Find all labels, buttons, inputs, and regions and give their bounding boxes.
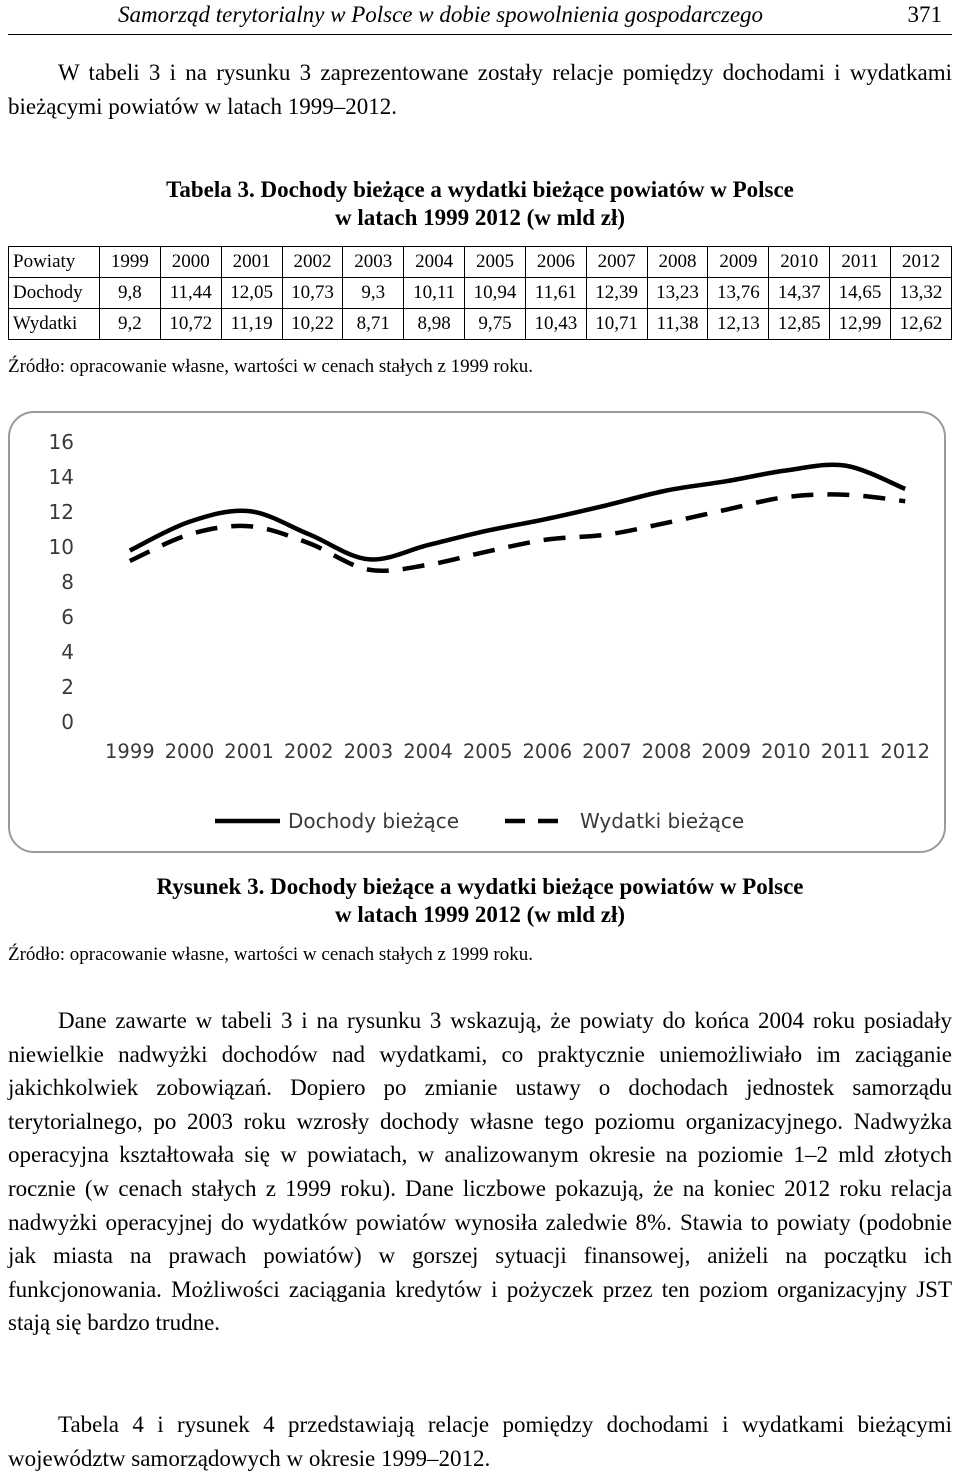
table-header-cell: 2002 (282, 247, 343, 278)
table-cell: 12,62 (890, 309, 951, 340)
y-tick-label: 0 (61, 710, 74, 734)
legend-label-wydatki: Wydatki bieżące (580, 809, 745, 833)
table-header-cell: 2001 (221, 247, 282, 278)
x-tick-label: 2010 (761, 740, 811, 763)
table-cell: 8,98 (404, 309, 465, 340)
data-point (903, 486, 908, 491)
x-tick-label: 2007 (582, 740, 632, 763)
table-cell: 13,76 (708, 278, 769, 309)
body-paragraph-1: Dane zawarte w tabeli 3 i na rysunku 3 wskazują, że powiaty do końca 2004 roku posiadały niewielkie nadwyżki dochodów nad wydatkami, co praktycznie uniemożliwiało im zaciąganie jakichkolwiek zobowiązań. Dopiero po zmianie ustawy o dochodach jednostek samorządu terytorialnego, po 2003 roku wzrosły dochody własne tego poziomu organizacyjnego. Nadwyżka operacyjna kształtowała się w powiatach, w analizowanym okresie na poziomie 1–2 mld złotych rocznie (w cenach stałych z 1999 roku). Dane liczbowe pokazują, że na koniec 2012 roku relacja nadwyżki operacyjnej do wydatków powiatów wynosiła zaledwie 8%. Stawia to powiaty (podobnie jak miasta na prawach powiatów) w gorszej sytuacji finansowej, aniżeli na początku ich funkcjonowania. Możliwości zaciągania kredytów i pożyczek przez ten poziom organizacyjny JST stają się bardzo trudne. (8, 1008, 952, 1336)
table-cell: 10,71 (586, 309, 647, 340)
data-point (545, 537, 550, 542)
y-tick-label: 14 (48, 465, 74, 489)
data-point (664, 520, 669, 525)
running-header (8, 0, 952, 35)
table-header-cell: 2007 (586, 247, 647, 278)
table-cell: 12,05 (221, 278, 282, 309)
data-point (724, 479, 729, 484)
table-cell: 11,44 (160, 278, 221, 309)
data-point (664, 488, 669, 493)
running-title: Samorząd terytorialny w Polsce w dobie spowolnienia gospodarczego (118, 2, 764, 27)
table-caption-line1: Tabela 3. Dochody bieżące a wydatki bieżące powiatów w Polsce (166, 177, 794, 202)
x-tick-label: 2004 (403, 740, 453, 763)
table-cell: 12,39 (586, 278, 647, 309)
table-cell: 13,23 (647, 278, 708, 309)
data-point (187, 532, 192, 537)
data-point (127, 559, 132, 564)
page-number: 371 (907, 2, 942, 27)
x-tick-label: 2000 (164, 740, 215, 763)
data-point (605, 532, 610, 537)
y-tick-label: 16 (48, 430, 74, 454)
legend-label-dochody: Dochody bieżące (288, 809, 460, 833)
table-header-cell: 2009 (708, 247, 769, 278)
table-header-cell: 2005 (465, 247, 526, 278)
line-chart (0, 411, 960, 856)
figure-caption-line2: w latach 1999 2012 (w mld zł) (334, 902, 626, 927)
x-tick-label: 2005 (462, 740, 513, 763)
data-point (843, 492, 848, 497)
series-line-wydatki (130, 494, 905, 570)
table-header-cell: 2011 (830, 247, 891, 278)
table-cell: 9,75 (465, 309, 526, 340)
data-point (366, 567, 371, 572)
table-cell: 11,19 (221, 309, 282, 340)
data-point (545, 516, 550, 521)
y-tick-label: 12 (48, 500, 74, 524)
figure-source: Źródło: opracowanie własne, wartości w cenach stałych z 1999 roku. (8, 944, 533, 965)
data-table (8, 246, 952, 340)
table-source: Źródło: opracowanie własne, wartości w cenach stałych z 1999 roku. (8, 356, 533, 377)
data-point (605, 503, 610, 508)
table-header-cell: 2000 (160, 247, 221, 278)
table-header-cell: 1999 (100, 247, 161, 278)
x-tick-label: 1999 (105, 740, 155, 763)
table-cell: 10,73 (282, 278, 343, 309)
y-tick-label: 2 (61, 675, 74, 699)
table-cell: 9,3 (343, 278, 404, 309)
x-tick-label: 2008 (641, 740, 692, 763)
table-row (9, 309, 952, 340)
table-cell: 8,71 (343, 309, 404, 340)
x-tick-label: 2011 (820, 740, 871, 763)
table-cell: 9,2 (100, 309, 161, 340)
y-tick-label: 4 (61, 640, 74, 664)
x-tick-label: 2002 (283, 740, 334, 763)
table-row-label: Dochody (9, 278, 100, 309)
data-point (366, 557, 371, 562)
table-cell: 10,22 (282, 309, 343, 340)
table-cell: 12,85 (769, 309, 830, 340)
table-row-label: Wydatki (9, 309, 100, 340)
data-point (485, 549, 490, 554)
table-cell: 14,65 (830, 278, 891, 309)
y-tick-label: 6 (61, 605, 74, 629)
table-cell: 11,38 (647, 309, 708, 340)
table-header-cell: 2012 (890, 247, 951, 278)
table-header-cell: 2010 (769, 247, 830, 278)
data-point (306, 532, 311, 537)
y-tick-label: 8 (61, 570, 74, 594)
intro-paragraph: W tabeli 3 i na rysunku 3 zaprezentowane zostały relacje pomiędzy dochodami i wydatkami bieżącymi powiatów w latach 1999–2012. (8, 60, 952, 119)
x-tick-label: 2003 (343, 740, 394, 763)
data-point (247, 524, 252, 529)
table-cell: 11,61 (525, 278, 586, 309)
table-cell: 12,99 (830, 309, 891, 340)
data-point (783, 468, 788, 473)
x-tick-label: 2006 (522, 740, 573, 763)
body-paragraph-2: Tabela 4 i rysunek 4 przedstawiają relacje pomiędzy dochodami i wydatkami bieżącymi województw samorządowych w okresie 1999–2012. (8, 1412, 952, 1471)
table-caption (0, 176, 960, 232)
table-cell: 10,11 (404, 278, 465, 309)
table-cell: 10,94 (465, 278, 526, 309)
table-cell: 10,43 (525, 309, 586, 340)
table-header-cell: 2003 (343, 247, 404, 278)
x-tick-label: 2009 (701, 740, 752, 763)
data-table-body (9, 247, 952, 340)
data-point (306, 541, 311, 546)
table-header-row (9, 247, 952, 278)
y-tick-label: 10 (48, 535, 74, 559)
data-point (485, 528, 490, 533)
table-row-label: Powiaty (9, 247, 100, 278)
data-point (187, 519, 192, 524)
table-header-cell: 2006 (525, 247, 586, 278)
figure-caption-line1: Rysunek 3. Dochody bieżące a wydatki bieżące powiatów w Polsce (156, 874, 804, 899)
table-cell: 13,32 (890, 278, 951, 309)
table-header-cell: 2004 (404, 247, 465, 278)
table-cell: 9,8 (100, 278, 161, 309)
data-point (426, 562, 431, 567)
table-caption-line2: w latach 1999 2012 (w mld zł) (334, 205, 626, 230)
data-point (783, 495, 788, 500)
table-cell: 12,13 (708, 309, 769, 340)
data-point (903, 499, 908, 504)
data-point (127, 548, 132, 553)
data-point (426, 543, 431, 548)
table-cell: 10,72 (160, 309, 221, 340)
table-row (9, 278, 952, 309)
table-cell: 14,37 (769, 278, 830, 309)
table-header-cell: 2008 (647, 247, 708, 278)
data-point (247, 509, 252, 514)
x-tick-label: 2012 (880, 740, 930, 763)
x-tick-label: 2001 (224, 740, 274, 763)
data-point (843, 463, 848, 468)
figure-caption (0, 873, 960, 929)
data-point (724, 507, 729, 512)
